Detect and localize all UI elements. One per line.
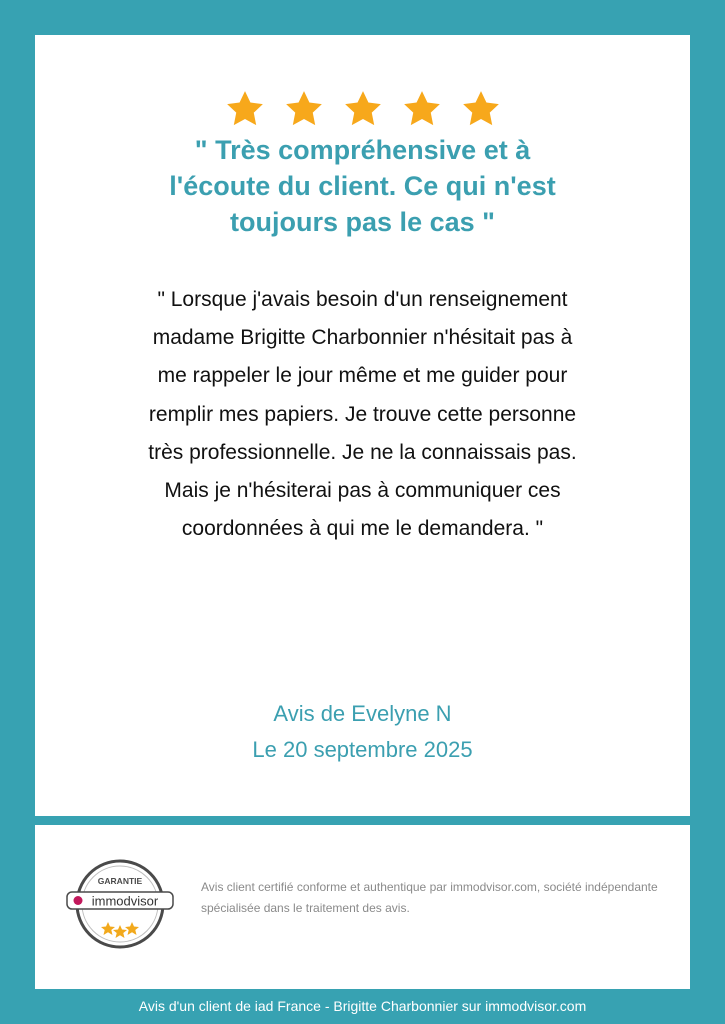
review-date: Le 20 septembre 2025 xyxy=(252,737,473,762)
certification-text: Avis client certifié conforme et authentique par immodvisor.com, société indépendante spécialisée dans le traitement des avis. xyxy=(201,880,658,915)
star-icon xyxy=(401,88,443,130)
review-card xyxy=(35,35,690,816)
brand-logo-icon xyxy=(74,896,83,905)
star-rating xyxy=(35,88,690,130)
star-icon xyxy=(283,88,325,130)
review-author: Avis de Evelyne N xyxy=(273,701,452,726)
certification-panel xyxy=(35,825,690,989)
star-icon xyxy=(460,88,502,130)
star-icon xyxy=(342,88,384,130)
star-icon xyxy=(224,88,266,130)
review-text: " Lorsque j'avais besoin d'un renseignement madame Brigitte Charbonnier n'hésitait pas à me rappeler le jour même et me guider pour remplir mes papiers. Je trouve cette personne très professionnelle. Je ne la connaissais pas. Mais je n'hésiterai pas à communiquer ces coordonnées à qui me le demandera. " xyxy=(148,288,577,541)
badge-brand: immodvisor xyxy=(91,893,159,909)
badge-top-text: GARANTIE xyxy=(97,876,143,886)
footer-text: Avis d'un client de iad France - Brigitte Charbonnier sur immodvisor.com xyxy=(138,998,587,1014)
immodvisor-badge xyxy=(65,858,175,950)
review-headline: " Très compréhensive et à l'écoute du client. Ce qui n'est toujours pas le cas " xyxy=(169,135,556,237)
